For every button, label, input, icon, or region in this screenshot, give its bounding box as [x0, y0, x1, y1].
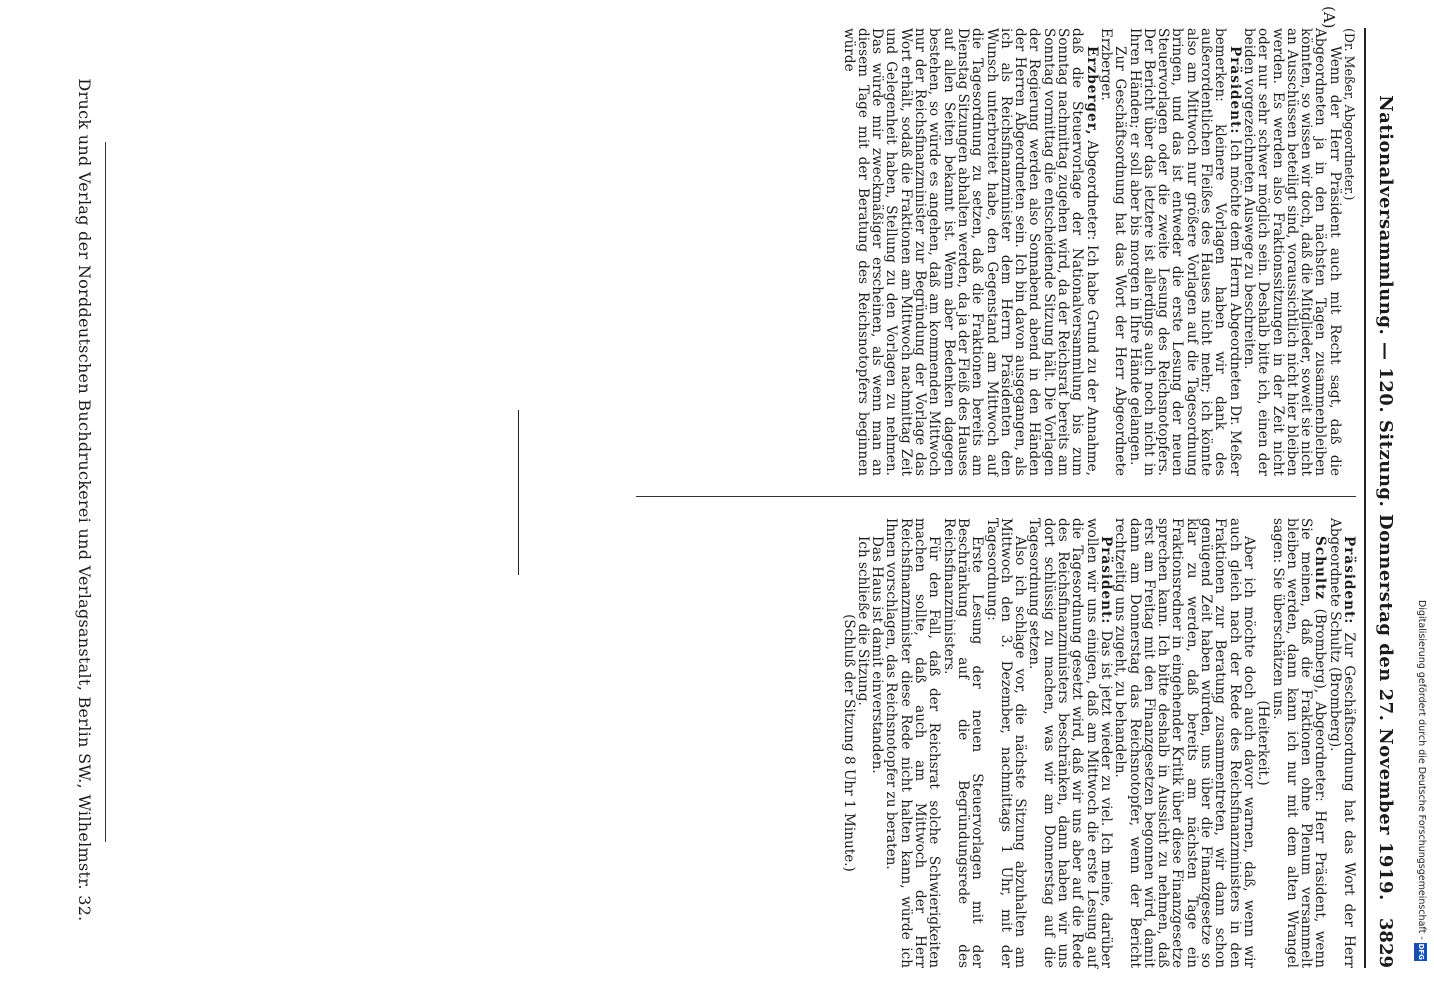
speech-text: Ich möchte dem Herrn Abgeordneten Dr. Meßer bemerken: kleinere Vorlagen haben wir dank des außerordentlichen Fleißes des Hauses nicht mehr; ich könnte also am Mittwoch nur größere Vorlagen auf die Tagesordnung bringen, und das ist entweder die erste Lesung der neuen Steuervorlagen oder die zweite Lesung des Reichsnotopfers. Der Bericht über das letztere ist allerdings auch noch nicht in Ihren Händen; er soll aber bis morgen in Ihre Hände gelangen. [1126, 28, 1243, 476]
body-paragraph: Ich schließe die Sitzung. [854, 536, 871, 706]
speech-text: (Bromberg), Abgeordneter: Herr Präsident, wenn Sie meinen, daß die Fraktionen ohne Plenum versammelt bleiben werden, dann kann ich nur mit dem alten Wrangel sagen: Sie überschätzen uns. [1269, 518, 1329, 968]
body-paragraph: Also ich schlage vor, die nächste Sitzung abzuhalten am Mittwoch den 3. Dezember, nachmittags 1 Uhr, mit der Tagesordnung: [983, 518, 1029, 968]
speech-paragraph [841, 28, 1098, 476]
stage-note: (Heiterkeit.) [1255, 700, 1272, 786]
speaker-name: Präsident: [1226, 46, 1243, 135]
body-paragraph: Wenn der Herr Präsident auch mit Recht sagt, daß die Abgeordneten ja in den nächsten Tagen zusammenbleiben könnten, so wissen wir doch, daß die Mitglieder, soweit sie nicht an Ausschüssen beteiligt sind, voraussichtlich nicht hier bleiben werden. Es werden also Fraktionssitzungen in der Zeit nicht oder nur sehr schwer möglich sein. Deshalb bitte ich, einen der beiden vorgezeichneten Auswege zu beschreiten. [1240, 28, 1343, 476]
speech-paragraph [1327, 518, 1356, 968]
section-end-rule [518, 410, 519, 575]
body-paragraph: Zur Geschäftsordnung hat das Wort der Herr Abgeordnete Erzberger. [1097, 28, 1129, 476]
right-column [841, 518, 1356, 968]
page-header [1364, 28, 1404, 968]
speaker-name: Präsident: [1341, 536, 1357, 625]
credit-text: Digitalisierung gefördert durch die Deutsche Forschungsgemeinschaft - [1416, 600, 1427, 940]
imprint-rule [105, 142, 106, 842]
speech-text: Zur Geschäftsordnung hat das Wort der Herr Abgeordnete Schultz (Bromberg). [1326, 518, 1357, 968]
body-paragraph: Aber ich möchte doch auch davor warnen, daß, wenn wir auch gleich nach der Rede des Reichsfinanzministers in den Fraktionen zur Beratung zusammentreten, wir dann schon genügend Zeit haben würden, uns über die Finanzgesetze so klar zu werden, daß bereits am nächsten Tage ein Fraktionsredner in eingehender Kritik über diese Finanzgesetze sprechen kann. Ich bitte deshalb in Aussicht zu nehmen, daß erst am Freitag mit den Finanzgesetzen begonnen wird, damit dann am Donnerstag das Reichsnotopfer, wenn der Bericht rechtzeitig uns zugeht, zu behandeln. [1112, 518, 1257, 968]
header-rule [1364, 28, 1366, 968]
body-paragraph: Das Haus ist damit einverstanden. [869, 536, 886, 774]
speaker-name: Präsident: [1097, 536, 1114, 625]
body-paragraph: Erste Lesung der neuen Steuervorlagen mit der Beschränkung auf die Begründungsrede des Reichsfinanzministers. [940, 518, 986, 968]
margin-mark: (A) [1320, 6, 1338, 29]
speaker-name: Erzberger, [1083, 46, 1100, 136]
speech-text: Das ist jetzt wieder zu viel. Ich meine, darüber wollen wir uns einigen, daß am Mittwoch die erste Lesung auf die Tagesordnung gesetzt wird, daß wir uns aber auf die Rede des Reichsfinanzministers beschränken, dann haben wir uns dort schlüssig zu machen, was wir am Donnerstag auf die Tagesordnung setzen. [1026, 518, 1114, 968]
speech-paragraph [1270, 518, 1327, 968]
stage-note: (Schluß der Sitzung 8 Uhr 1 Minute.) [840, 614, 857, 872]
left-column [841, 28, 1356, 476]
header-title: Nationalversammlung. — 120. Sitzung. Donnerstag den 27. November 1919. [1375, 95, 1396, 901]
speaker-note: (Dr. Meßer, Abgeordneter.) [1342, 28, 1357, 201]
dfg-logo: DFG [1415, 943, 1428, 961]
speech-paragraph [1127, 28, 1241, 476]
column-divider [636, 496, 1356, 497]
digitization-credit [1409, 600, 1433, 1000]
imprint-line: Druck und Verlag der Norddeutschen Buchdruckerei und Verlagsanstalt, Berlin SW., Wilhelmstr. 32. [75, 78, 94, 922]
speech-paragraph [1027, 518, 1113, 968]
body-paragraph: Für den Fall, daß der Reichsrat solche Schwierigkeiten machen sollte, daß auch am Mittwoch der Herr Reichsfinanzminister diese Rede nicht halten kann, würde ich Ihnen vorschlagen, das Reichsnotopfer zu beraten. [883, 518, 943, 968]
speaker-name: Schultz [1312, 536, 1329, 601]
page-number: 3829 [1375, 917, 1396, 968]
speech-text: Abgeordneter: Ich habe Grund zu der Annahme, daß die Steuervorlage der Nationalversammlung bis zum Sonntag nachmittag zugehen wird, da der Reichsrat bereits am Sonntag vormittag die entscheidende Sitzung hält. Die Vorlagen der Regierung werden also Sonnabend abend in den Händen der Herren Abgeordneten sein. Ich bin davon ausgegangen, als ich als Reichsfinanzminister dem Herrn Präsidenten den Wunsch unterbreitet habe, den Gegenstand am Mittwoch auf die Tagesordnung zu setzen, daß die Fraktionen bereits am Dienstag Sitzungen abhalten werden, da ja der Fleiß des Hauses auf allen Seiten bekannt ist. Wenn aber Bedenken dagegen bestehen, so würde es angehen, daß am kommenden Mittwoch nur der Reichsfinanzminister zur Begründung der Vorlage das Wort erhält, sodaß die Fraktionen am Mittwoch nachmittag Zeit und Gelegenheit haben, Stellung zu den Vorlagen zu nehmen. Das würde mir zweckmäßiger erscheinen, als wenn man an diesem Tage mit der Beratung des Reichsnotopfers beginnen würde [840, 28, 1100, 476]
